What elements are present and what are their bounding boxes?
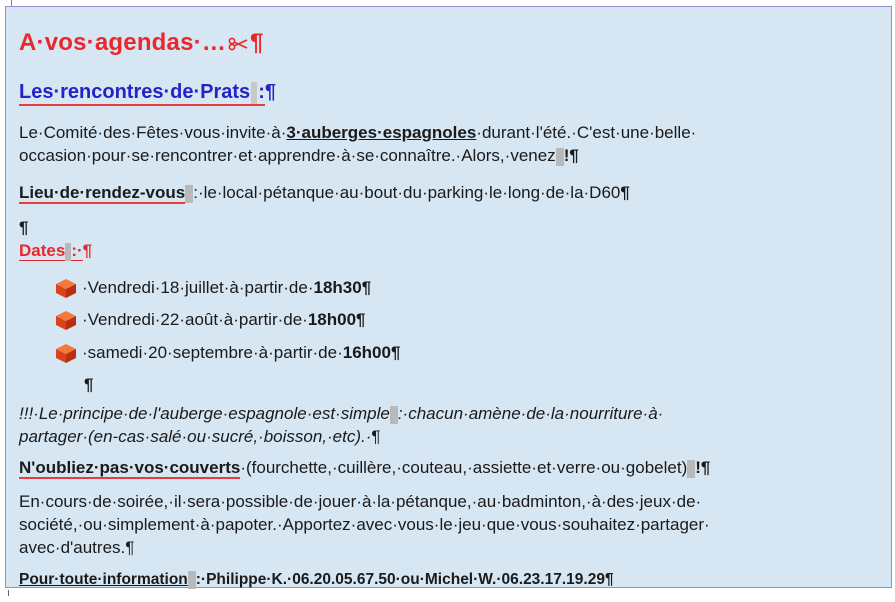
empty-paragraph-mark: ¶ [84, 375, 94, 394]
cutlery-reminder: N'oubliez·pas·vos·couverts·(fourchette,·cuillère,·couteau,·assiette·et·verre·ou·gobelet) !¶ [19, 458, 711, 477]
meeting-place: Lieu·de·rendez-vous :·le·local·pétanque·au·bout·du·parking·le·long·de·la·D60¶ [19, 183, 630, 202]
list-item: ·Vendredi·18·juillet·à·partir·de· 18h30 ¶ [54, 277, 371, 299]
list-item: ·samedi·20·septembre·à·partir·de· 16h00 ¶ [54, 342, 400, 364]
evening-line-2: société,·ou·simplement·à·papoter.·Apportez·avec·vous·le·jeu·que·vous·souhaitez·partager· [19, 515, 710, 534]
cube-bullet-icon [54, 342, 78, 364]
section-heading: Les·rencontres·de·Prats :¶ [19, 81, 276, 104]
principle-line-2: partager·(en-cas·salé·ou·sucré,·boisson,·etc).·¶ [19, 427, 381, 446]
cube-bullet-icon [54, 277, 78, 299]
principle-line-1: !!!·Le·principe·de·l'auberge·espagnole·est·simple :·chacun·amène·de·la·nourriture·à· [19, 404, 664, 423]
ruler-mark-bottom [8, 590, 9, 596]
intro-line-2: occasion·pour·se·rencontrer·et·apprendre·à·se·connaître.·Alors,·venez !¶ [19, 146, 579, 165]
text-frame[interactable] [5, 6, 892, 588]
list-item: ·Vendredi·22·août·à·partir·de· 18h00 ¶ [54, 309, 366, 331]
evening-line-3: avec·d'autres.¶ [19, 538, 135, 557]
intro-line-1: Le·Comité·des·Fêtes·vous·invite·à·3·auberges·espagnoles·durant·l'été.·C'est·une·belle· [19, 123, 697, 142]
page-title: A·vos·agendas·… ¶ [19, 29, 264, 56]
evening-line-1: En·cours·de·soirée,·il·sera·possible·de·jouer·à·la·pétanque,·au·badminton,·à·des·jeux·de· [19, 492, 702, 511]
scissors-icon [228, 37, 248, 51]
contact-info: Pour·toute·information :·Philippe·K.·06.20.05.67.50·ou·Michel·W.·06.23.17.19.29¶ [19, 571, 614, 589]
cube-bullet-icon [54, 309, 78, 331]
empty-paragraph-mark: ¶ [19, 218, 29, 237]
dates-heading: Dates :·¶ [19, 241, 93, 260]
